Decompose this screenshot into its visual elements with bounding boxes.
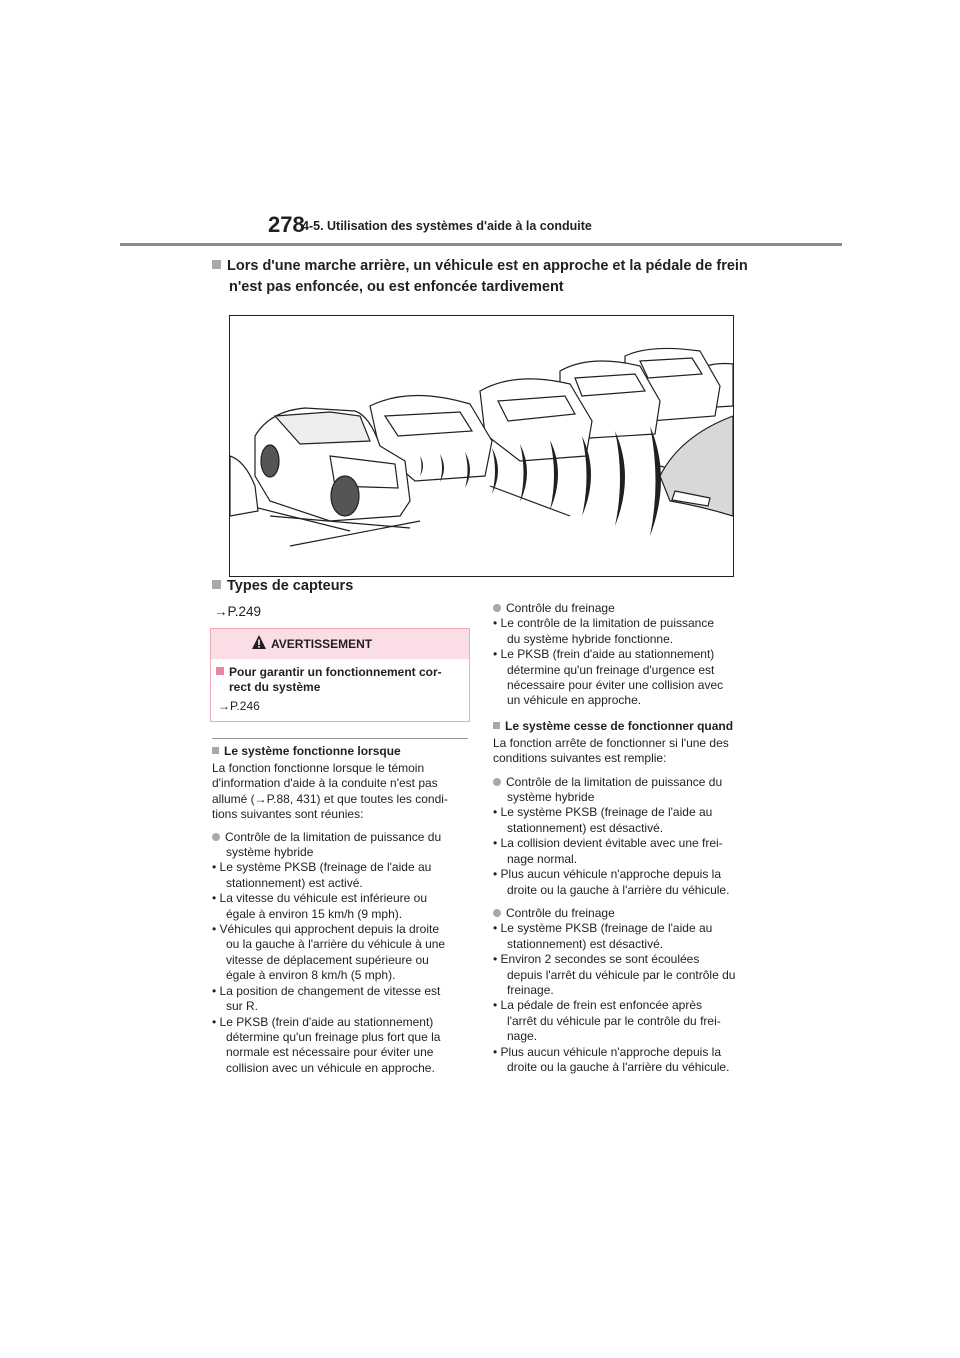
bullet-title <box>493 906 758 921</box>
list-item-line: ou la gauche à l'arrière du véhicule à une <box>226 937 446 952</box>
list-item-line: stationnement) est désactivé. <box>507 820 664 835</box>
list-item-line: égale à environ 15 km/h (9 mph). <box>226 906 403 921</box>
list-item-line: Le système PKSB (freinage de l'aide au <box>219 860 432 875</box>
list-item-line: Plus aucun véhicule n'approche depuis la <box>500 867 721 882</box>
right-column <box>493 601 758 1075</box>
intro-line: allumé (→P.88, 431) et que toutes les condi- <box>212 791 448 806</box>
left-subheading <box>212 744 474 758</box>
bullet-title-line: Contrôle du freinage <box>506 905 615 920</box>
list-item: • Environ 2 secondes se sont écoulées <box>493 952 700 967</box>
list-item: • La vitesse du véhicule est inférieure ou <box>212 891 428 906</box>
list-item-line: La collision devient évitable avec une frei- <box>500 836 723 851</box>
list-item-line: Le système PKSB (freinage de l'aide au <box>500 805 713 820</box>
list-item-line: Le système PKSB (freinage de l'aide au <box>500 921 713 936</box>
bullet-title-line: Contrôle de la limitation de puissance du <box>506 774 723 789</box>
list-item-line: du système hybride fonctionne. <box>507 631 674 646</box>
list-item-line: La pédale de frein est enfoncée après <box>500 998 703 1013</box>
list-item-line: Plus aucun véhicule n'approche depuis la <box>500 1044 721 1059</box>
page-reference: →P.249 <box>214 604 262 619</box>
list-item-line: Véhicules qui approchent depuis la droite <box>219 922 440 937</box>
square-bullet-icon <box>212 580 221 589</box>
warning-box <box>210 628 470 722</box>
list-item-line: freinage. <box>507 982 554 997</box>
list-item-line: détermine qu'un freinage d'urgence est <box>507 662 715 677</box>
circle-bullet-icon <box>493 604 501 612</box>
left-bullet-list <box>212 830 474 1077</box>
left-column <box>212 744 474 1076</box>
list-item-line: depuis l'arrêt du véhicule par le contrôle du <box>507 967 736 982</box>
warning-title: AVERTISSEMENT <box>271 637 373 651</box>
list-item-line: normale est nécessaire pour éviter une <box>226 1045 434 1060</box>
reversing-car-illustration <box>230 316 733 576</box>
list-item-line: sur R. <box>226 999 259 1014</box>
square-bullet-icon <box>212 260 221 269</box>
types-heading <box>212 578 353 594</box>
bullet-title-line: Contrôle de la limitation de puissance du <box>225 829 442 844</box>
list-item-line: l'arrêt du véhicule par le contrôle du frei- <box>507 1013 721 1028</box>
list-item-line: vitesse de déplacement supérieure ou <box>226 952 429 967</box>
warning-header <box>211 629 469 659</box>
bullet-title <box>212 830 474 845</box>
square-bullet-icon <box>216 667 224 675</box>
left-subheading-text: Le système fonctionne lorsque <box>224 744 401 758</box>
list-item-line: Le PKSB (frein d'aide au stationnement) <box>500 647 715 662</box>
circle-bullet-icon <box>212 833 220 841</box>
section-divider <box>212 738 468 739</box>
intro-line: La fonction fonctionne lorsque le témoin <box>212 761 425 775</box>
warning-item-line2: rect du système <box>229 680 321 694</box>
list-item: • Le système PKSB (freinage de l'aide au <box>493 921 713 936</box>
square-bullet-icon <box>493 722 500 729</box>
list-item: • La collision devient évitable avec une frei- <box>493 836 723 851</box>
warning-page-reference: →P.246 <box>218 699 260 713</box>
page-number: 278 <box>268 212 305 237</box>
warning-triangle-icon <box>251 634 267 650</box>
header-divider <box>120 243 842 246</box>
list-item: • Véhicules qui approchent depuis la droite <box>212 922 440 937</box>
main-heading-line2: n'est pas enfoncée, ou est enfoncée tardivement <box>229 279 564 295</box>
list-item-line: La vitesse du véhicule est inférieure ou <box>219 891 428 906</box>
intro-line: tions suivantes sont réunies: <box>212 807 364 822</box>
bullet-title <box>493 775 758 790</box>
parking-illustration <box>229 315 734 577</box>
list-item-line: La position de changement de vitesse est <box>219 983 441 998</box>
intro-line: La fonction arrête de fonctionner si l'une des <box>493 735 729 750</box>
list-item-line: stationnement) est désactivé. <box>507 936 664 951</box>
bullet-title-line: système hybride <box>226 845 314 860</box>
right-bullet-2 <box>493 775 758 898</box>
list-item: • Le PKSB (frein d'aide au stationnement) <box>493 647 715 662</box>
list-item: • La position de changement de vitesse est <box>212 983 441 998</box>
circle-bullet-icon <box>493 909 501 917</box>
intro-line: d'information d'aide à la conduite n'est pas <box>212 776 438 791</box>
list-item-line: Le PKSB (frein d'aide au stationnement) <box>219 1014 434 1029</box>
list-item: • Le système PKSB (freinage de l'aide au <box>493 805 713 820</box>
list-item-line: un véhicule en approche. <box>507 693 642 708</box>
list-item-line: Environ 2 secondes se sont écoulées <box>500 952 700 967</box>
list-item: • Plus aucun véhicule n'approche depuis la <box>493 1044 721 1059</box>
main-heading-line1: Lors d'une marche arrière, un véhicule est en approche et la pédale de frein <box>227 258 748 274</box>
list-item-line: Le contrôle de la limitation de puissance <box>500 616 715 631</box>
right-bullet-1 <box>493 601 758 709</box>
left-intro <box>212 761 474 823</box>
list-item-line: collision avec un véhicule en approche. <box>226 1060 435 1075</box>
right-intro <box>493 736 758 767</box>
list-item-line: nage. <box>507 1029 538 1044</box>
bullet-title <box>493 601 758 616</box>
list-item-line: nage normal. <box>507 851 578 866</box>
main-heading <box>212 256 772 298</box>
list-item-line: droite ou la gauche à l'arrière du véhicule. <box>507 1059 730 1074</box>
circle-bullet-icon <box>493 778 501 786</box>
right-subheading-text: Le système cesse de fonctionner quand <box>505 718 734 733</box>
intro-line: conditions suivantes est remplie: <box>493 751 667 766</box>
list-item-line: droite ou la gauche à l'arrière du véhicule. <box>507 882 730 897</box>
square-bullet-icon <box>212 747 219 754</box>
list-item: • Le contrôle de la limitation de puissance <box>493 616 715 631</box>
bullet-title-line: Contrôle du freinage <box>506 601 615 615</box>
list-item: • La pédale de frein est enfoncée après <box>493 998 703 1013</box>
right-subheading <box>493 719 758 733</box>
bullet-title-line: système hybride <box>507 790 595 805</box>
types-heading-text: Types de capteurs <box>227 578 354 594</box>
list-item: • Le PKSB (frein d'aide au stationnement) <box>212 1014 434 1029</box>
list-item-line: stationnement) est activé. <box>226 875 363 890</box>
section-title: 4-5. Utilisation des systèmes d'aide à la conduite <box>302 219 592 233</box>
list-item-line: égale à environ 8 km/h (5 mph). <box>226 968 396 983</box>
list-item: • Le système PKSB (freinage de l'aide au <box>212 860 432 875</box>
list-item: • Plus aucun véhicule n'approche depuis la <box>493 867 721 882</box>
warning-item-line1: Pour garantir un fonctionnement cor- <box>229 665 442 679</box>
list-item-line: détermine qu'un freinage plus fort que la <box>226 1029 441 1044</box>
list-item-line: nécessaire pour éviter une collision avec <box>507 678 724 693</box>
right-bullet-3 <box>493 906 758 1075</box>
warning-item <box>216 665 466 695</box>
